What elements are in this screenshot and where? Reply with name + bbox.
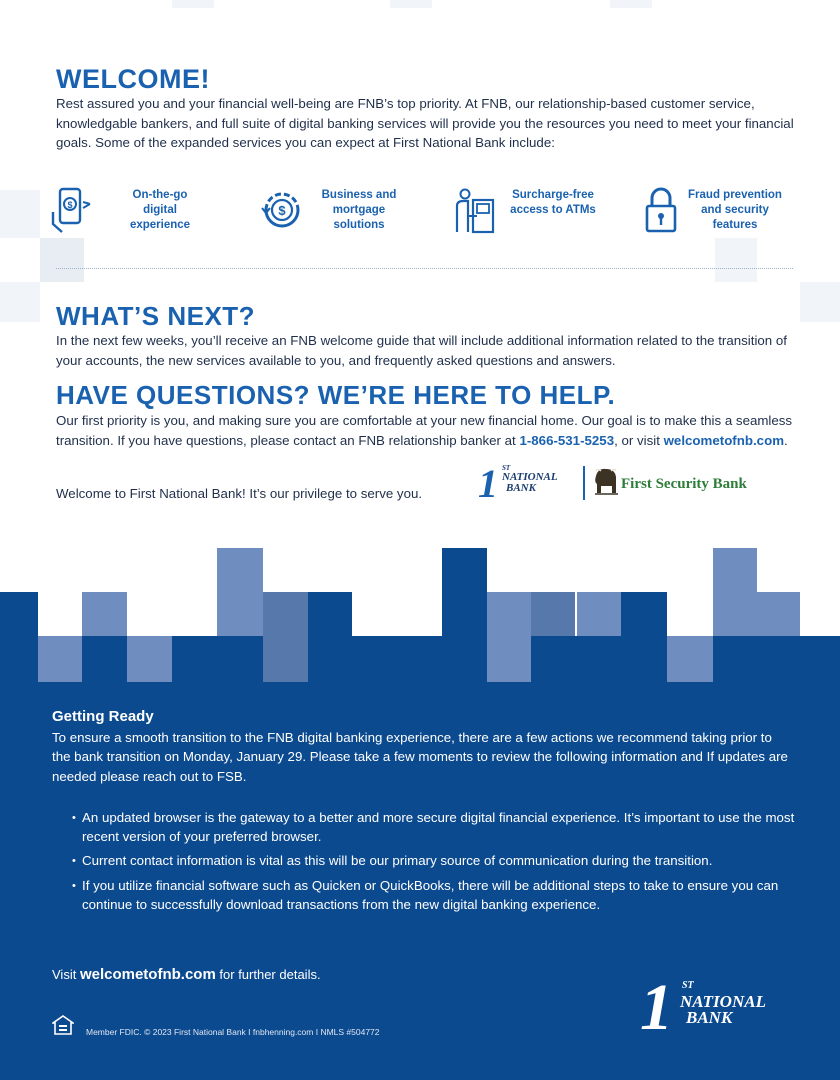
fnb-logo — [478, 461, 578, 506]
fsb-logo — [593, 466, 747, 502]
closing-line: Welcome to First National Bank! It’s our privilege to serve you. — [56, 486, 423, 501]
decor-block — [757, 592, 800, 636]
decor-square — [800, 282, 840, 322]
bison-icon — [593, 466, 619, 503]
questions-text: Our first priority is you, and making sure you are comfortable at your new financial home. Our goal is to make this a seamless transition. If you have questions, please contact an FNB relationship banker at — [56, 413, 793, 448]
feature-label: On-the-go digital experience — [129, 189, 191, 231]
section-divider — [56, 268, 793, 269]
welcome-heading: WELCOME! — [56, 64, 210, 94]
legal-footer: Member FDIC. © 2023 First National Bank I fnbhenning.com I NMLS #504772 — [86, 1027, 380, 1037]
fsb-logo-text: First Security Bank — [621, 475, 747, 492]
logo-divider — [583, 466, 585, 500]
fnb-logo-line1: NATIONAL — [502, 471, 558, 483]
questions-text: , or visit — [614, 432, 664, 448]
fnb-logo-one: 1 — [478, 461, 498, 506]
feature-item — [258, 186, 404, 239]
questions-body — [56, 411, 801, 450]
questions-text: . — [784, 432, 788, 448]
decor-square — [715, 238, 757, 282]
decor-block — [531, 592, 575, 636]
decor-block — [263, 592, 308, 636]
decor-square — [0, 282, 40, 322]
fnb-logo-line2: BANK — [686, 1008, 733, 1027]
mobile-banking-icon — [50, 186, 92, 239]
decor-block — [442, 592, 487, 636]
list-item: • Current contact information is vital as this will be our primary source of communication during the transition. — [72, 852, 797, 871]
decor-block — [487, 636, 531, 682]
decor-block — [713, 592, 757, 636]
visit-prefix: Visit — [52, 967, 80, 982]
feature-item — [50, 186, 200, 239]
fnb-logo-st: ST — [682, 980, 694, 991]
dollar-cycle-icon — [258, 186, 306, 239]
decor-block — [442, 548, 487, 592]
atm-icon — [455, 186, 497, 239]
decor-block — [621, 592, 667, 636]
fnb-logo-st: ST — [502, 464, 511, 472]
decor-block — [308, 592, 352, 636]
decor-square — [0, 190, 40, 238]
visit-suffix: for further details. — [215, 967, 321, 982]
list-item: • If you utilize financial software such as Quicken or QuickBooks, there will be additional steps to take to ensure you can continue to successfully download transactions from the new digital banking experience. — [72, 877, 797, 914]
questions-heading: HAVE QUESTIONS? WE’RE HERE TO HELP. — [56, 380, 616, 410]
decor-square — [390, 0, 432, 8]
phone-link[interactable]: 1-866-531-5253 — [519, 432, 615, 448]
visit-site-link[interactable]: welcometofnb.com — [79, 966, 216, 983]
visit-line — [52, 966, 321, 983]
decor-square — [40, 238, 84, 282]
whats-next-body: In the next few weeks, you’ll receive an FNB welcome guide that will include additional information related to the transition of your accounts, the new services available to you, and frequently asked questions and answers. — [56, 333, 787, 368]
decor-block — [217, 592, 263, 636]
decor-block — [0, 592, 38, 636]
website-link[interactable]: welcometofnb.com — [663, 432, 785, 448]
feature-item — [643, 186, 791, 239]
decor-block — [487, 592, 531, 636]
feature-item — [455, 186, 603, 239]
svg-text:$: $ — [278, 203, 286, 218]
svg-text:$: $ — [67, 200, 73, 210]
decor-block — [217, 548, 263, 592]
decor-square — [172, 0, 214, 8]
whats-next-heading: WHAT’S NEXT? — [56, 301, 256, 331]
decor-square — [610, 0, 652, 8]
fnb-footer-logo — [640, 971, 800, 1044]
feature-label: Fraud prevention and security features — [688, 189, 782, 231]
equal-housing-icon — [52, 1015, 74, 1040]
decor-block — [667, 636, 713, 682]
getting-ready-heading: Getting Ready — [52, 708, 154, 725]
decor-block — [713, 548, 757, 592]
feature-label: Business and mortgage solutions — [321, 189, 397, 231]
decor-block — [577, 592, 621, 636]
decor-block — [127, 636, 172, 682]
fnb-logo-line1: NATIONAL — [680, 992, 766, 1011]
decor-block — [38, 636, 82, 682]
welcome-body: Rest assured you and your financial well-being are FNB’s top priority. At FNB, our relationship-based customer service, knowledgable bankers, and full suite of digital banking services will provide you the resources you need to meet your financial goals. Some of the expanded services you can expect at First National Bank include: — [56, 96, 794, 150]
decor-block — [263, 636, 308, 682]
fnb-logo-one: 1 — [640, 971, 673, 1044]
decor-block — [82, 592, 127, 636]
fnb-logo-line2: BANK — [506, 482, 536, 494]
getting-ready-body: To ensure a smooth transition to the FNB digital banking experience, there are a few actions we recommend taking prior to the bank transition on Monday, January 29. Please take a few moments to review the following information and If updates are needed please reach out to FSB. — [52, 730, 788, 784]
feature-label: Surcharge-free access to ATMs — [510, 189, 596, 216]
list-item: • An updated browser is the gateway to a better and more secure digital financial experience. It’s important to use the most recent version of your preferred browser. — [72, 809, 797, 846]
